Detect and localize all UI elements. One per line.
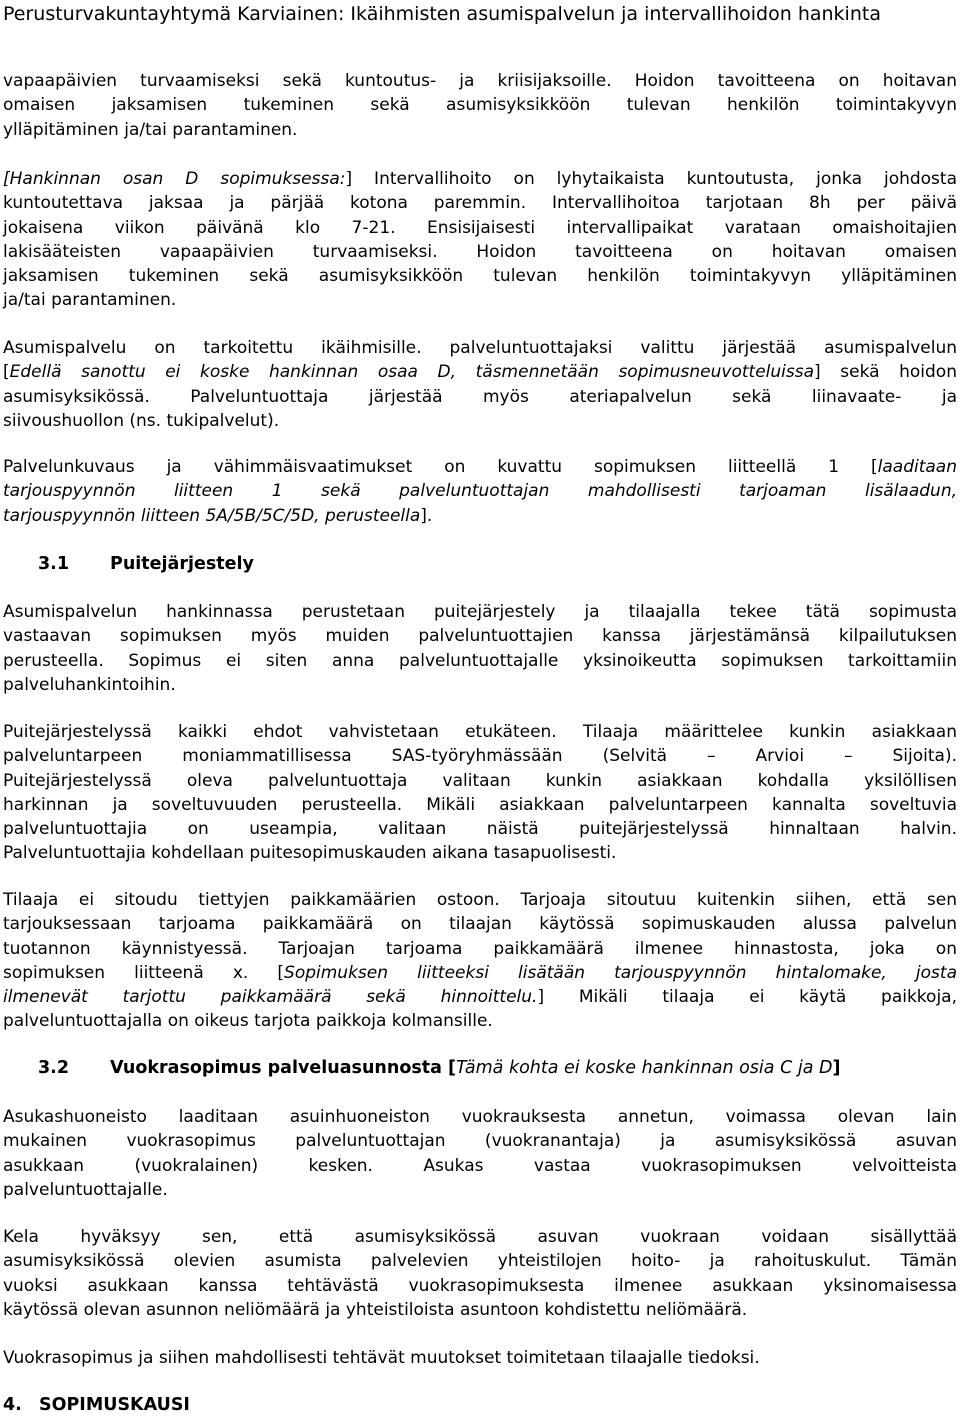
italic-note: tarjouspyynnön liitteen 1 sekä palveluntuottajan mahdollisesti tarjoaman lisälaadun, xyxy=(3,481,957,502)
paragraph-vuokrasopimus-3 xyxy=(3,1346,957,1370)
text-line: jaksamisen tukeminen sekä asumisyksikköön tulevan henkilön toimintakyvyn ylläpitäminen xyxy=(3,266,957,287)
text-line xyxy=(3,985,957,1009)
italic-note: Edellä sanottu ei koske hankinnan osaa D, täsmennetään sopimusneuvotteluissa xyxy=(9,362,815,383)
section-title xyxy=(110,1056,840,1080)
text-line: Asumispalvelu on tarkoitettu ikäihmisille. palveluntuottajaksi valittu järjestää asumispalvelun xyxy=(3,338,957,358)
text-line: harkinnan ja soveltuvuuden perusteella. Mikäli asiakkaan palveluntarpeen kannalta soveltuvia xyxy=(3,794,957,815)
text-run: ] Intervallihoito on lyhytaikaista kuntoutusta, jonka johdosta xyxy=(345,169,957,189)
section-number: 4. xyxy=(3,1395,22,1415)
text-line: palveluntuottajalle. xyxy=(3,1179,168,1200)
paragraph-puitejarjestely-3 xyxy=(3,888,957,1034)
text-line: Tilaaja ei sitoudu tiettyjen paikkamäärien ostoon. Tarjoaja sitoutuu kuitenkin siihen, että sen xyxy=(3,890,957,910)
paragraph-osa-d xyxy=(3,167,957,313)
text-line: Puitejärjestelyssä oleva palveluntuottaja valitaan kunkin asiakkaan kohdalla yksilöllisen xyxy=(3,770,957,791)
paragraph-palvelunkuvaus xyxy=(3,455,957,528)
italic-note: [Hankinnan osan D sopimuksessa: xyxy=(3,169,346,189)
text-run: sopimuksen liitteenä x. [ xyxy=(3,962,285,983)
text-line: käytössä olevan asunnon neliömäärä ja yhteistiloista asuntoon kohdistettu neliömäärä. xyxy=(3,1299,748,1320)
section-heading-3-2 xyxy=(38,1056,958,1080)
text-line: Vuokrasopimus ja siihen mahdollisesti tehtävät muutokset toimitetaan tilaajalle tiedoksi. xyxy=(3,1348,760,1368)
text-run: ] Mikäli tilaaja ei käytä paikkoja, xyxy=(537,987,957,1008)
text-line: palveluntuottajalla on oikeus tarjota paikkoja kolmansille. xyxy=(3,1011,493,1032)
section-title: Puitejärjestely xyxy=(110,554,254,574)
text-line: mukainen vuokrasopimus palveluntuottajan (vuokranantaja) ja asumisyksikössä asuvan xyxy=(3,1131,957,1152)
text-line: palveluhankintoihin. xyxy=(3,674,176,695)
text-line: vastaavan sopimuksen myös muiden palveluntuottajien kanssa järjestämänsä kilpailutuksen xyxy=(3,626,957,647)
text-line xyxy=(3,167,957,191)
paragraph-intervallihoito-continued xyxy=(3,69,957,142)
text-run: ] sekä hoidon xyxy=(814,362,957,383)
running-header: Perusturvakuntayhtymä Karviainen: Ikäihmisten asumispalvelun ja intervallihoidon hankinta xyxy=(3,3,881,25)
text-line: siivoushuollon (ns. tukipalvelut). xyxy=(3,410,280,431)
section-heading-4 xyxy=(3,1393,403,1417)
section-number: 3.2 xyxy=(38,1058,70,1078)
text-line xyxy=(3,504,957,528)
text-line: Puitejärjestelyssä kaikki ehdot vahvistetaan etukäteen. Tilaaja määrittelee kunkin asiakkaan xyxy=(3,722,957,742)
text-line: asumisyksikössä. Palveluntuottaja järjestää myös ateriapalvelun sekä liinavaate- ja xyxy=(3,386,957,407)
paragraph-puitejarjestely-1 xyxy=(3,600,957,697)
italic-note: Sopimuksen liitteeksi lisätään tarjouspyynnön hintalomake, josta xyxy=(284,962,957,983)
text-run: Palvelunkuvaus ja vähimmäisvaatimukset on kuvattu sopimuksen liitteellä 1 [ xyxy=(3,457,878,477)
text-line: vuoksi asukkaan kanssa tehtävästä vuokrasopimuksesta ilmenee asukkaan yksinomaisessa xyxy=(3,1275,957,1296)
paragraph-asumispalvelu xyxy=(3,336,957,433)
text-line: tarjouksessaan tarjoama paikkamäärä on tilaajan käytössä sopimuskauden alussa palvelun xyxy=(3,914,957,935)
text-run: ]. xyxy=(420,505,433,526)
section-heading-3-1 xyxy=(38,552,438,576)
text-line: vapaapäivien turvaamiseksi sekä kuntoutus- ja kriisijaksoille. Hoidon tavoitteena on hoitavan xyxy=(3,71,957,91)
italic-note: ilmenevät tarjottu paikkamäärä sekä hinnoittelu. xyxy=(3,987,538,1008)
text-line xyxy=(3,360,957,384)
text-line: asukkaan (vuokralainen) kesken. Asukas vastaa vuokrasopimuksen velvoitteista xyxy=(3,1155,957,1176)
text-line: asumisyksikössä olevien asumista palvelevien yhteistilojen hoito- ja rahoituskulut. Tämän xyxy=(3,1251,957,1272)
section-title: SOPIMUSKAUSI xyxy=(39,1395,190,1415)
text-run: [ xyxy=(3,362,10,383)
text-line: jokaisena viikon päivänä klo 7-21. Ensisijaisesti intervallipaikat varataan omaishoitajien xyxy=(3,217,957,238)
text-line: omaisen jaksamisen tukeminen sekä asumisyksikköön tulevan henkilön toimintakyvyn xyxy=(3,95,957,116)
text-line: kuntoutettava jaksaa ja pärjää kotona paremmin. Intervallihoitoa tarjotaan 8h per päivä xyxy=(3,193,957,214)
text-line xyxy=(3,455,957,479)
text-line: palveluntuottajia on useampia, valitaan näistä puitejärjestelyssä hinnaltaan halvin. xyxy=(3,819,957,840)
paragraph-puitejarjestely-2 xyxy=(3,720,957,866)
text-line: Asukashuoneisto laaditaan asuinhuoneiston vuokrauksesta annetun, voimassa olevan lain xyxy=(3,1107,957,1127)
text-line: ylläpitäminen ja/tai parantaminen. xyxy=(3,119,298,140)
text-line xyxy=(3,961,957,985)
text-line xyxy=(3,479,957,503)
text-line: Kela hyväksyy sen, että asumisyksikössä asuvan vuokraan voidaan sisällyttää xyxy=(3,1227,957,1247)
title-text: Vuokrasopimus palveluasunnosta [ xyxy=(110,1058,457,1078)
text-line: ja/tai parantaminen. xyxy=(3,290,177,311)
text-line: tuotannon käynnistyessä. Tarjoajan tarjoama paikkamäärä ilmenee hinnastosta, joka on xyxy=(3,938,957,959)
text-line: palveluntarpeen moniammatillisessa SAS-työryhmässään (Selvitä – Arvioi – Sijoita). xyxy=(3,746,957,767)
paragraph-vuokrasopimus-2 xyxy=(3,1225,957,1322)
text-line: Asumispalvelun hankinnassa perustetaan puitejärjestely ja tilaajalla tekee tätä sopimusta xyxy=(3,602,957,622)
italic-note: laaditaan xyxy=(877,457,957,477)
text-line: lakisääteisten vapaapäivien turvaamiseksi. Hoidon tavoitteena on hoitavan omaisen xyxy=(3,241,957,262)
text-line: perusteella. Sopimus ei siten anna palveluntuottajalle yksinoikeutta sopimuksen tarkoittamiin xyxy=(3,650,957,671)
italic-note: Tämä kohta ei koske hankinnan osia C ja D xyxy=(456,1058,833,1078)
italic-note: tarjouspyynnön liitteen 5A/5B/5C/5D, perusteella xyxy=(3,505,421,526)
title-bracket: ] xyxy=(832,1058,841,1078)
paragraph-vuokrasopimus-1 xyxy=(3,1105,957,1202)
section-number: 3.1 xyxy=(38,554,70,574)
text-line: Palveluntuottajia kohdellaan puitesopimuskauden aikana tasapuolisesti. xyxy=(3,843,617,864)
